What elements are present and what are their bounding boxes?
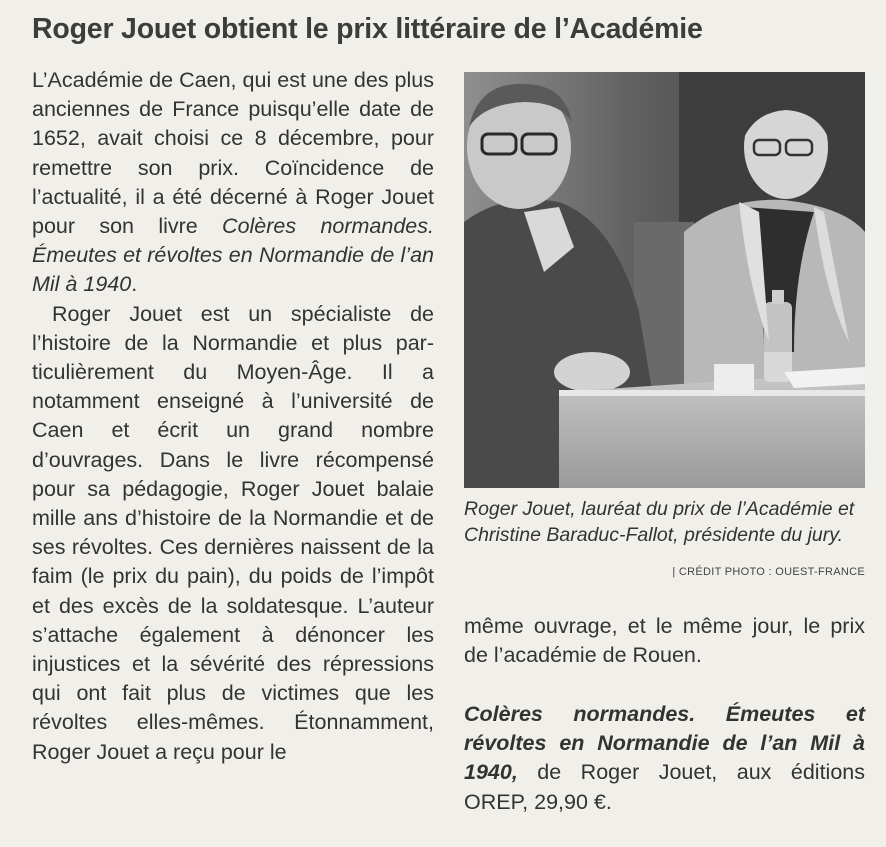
intro-end: .: [131, 272, 138, 297]
book-title: Colères normandes. Émeutes et révoltes en Normandie de l’an Mil à 1940,: [464, 702, 865, 785]
paragraph-body: Roger Jouet est un spécialiste de l’histoire de la Normandie et plus particulièrement du Moyen-Âge. Il a notamment enseigné à l’université de Caen et écrit un grand nombre d’ouvrages. Dans le livre récompensé pour sa pédagogie, Roger Jouet balaie mille ans d’histoire de la Normandie et de ses révoltes. Ces dernières naissent de la faim (le prix du pain), du poids de l’impôt et des excès de la soldatesque. L’auteur s’attache également à dénoncer les injustices et la sévérité des répressions qui ont fait plus de victimes que les révoltes elles-mêmes. Étonnamment, Roger Jouet a reçu pour le: [32, 301, 434, 764]
paragraph-intro: [32, 66, 434, 300]
book-details: de Roger Jouet, aux éditions OREP, 29,90 €.: [464, 760, 865, 814]
right-column: [464, 612, 865, 670]
left-column: [32, 66, 434, 767]
bibliography: [464, 700, 865, 817]
headline: Roger Jouet obtient le prix littéraire de l’Académie: [32, 13, 703, 45]
paragraph-continuation: même ouvrage, et le même jour, le prix de l’académie de Rouen.: [464, 614, 865, 668]
book-title-inline: Colères normandes. Émeutes et révoltes en Normandie de l’an Mil à 1940: [32, 214, 434, 297]
article-photo: [464, 72, 865, 488]
photo-credit: | CRÉDIT PHOTO : OUEST-FRANCE: [672, 566, 865, 578]
intro-text: L’Académie de Caen, qui est une des plus anciennes de France puisqu’elle date de 1652, avait choisi ce 8 décembre, pour remettre son prix. Coïncidence de l’actualité, il a été décerné à Roger Jouet pour son livre: [32, 68, 434, 239]
photo-caption: Roger Jouet, lauréat du prix de l’Académie et Christine Baraduc-Fallot, présidente du jury.: [464, 498, 855, 546]
